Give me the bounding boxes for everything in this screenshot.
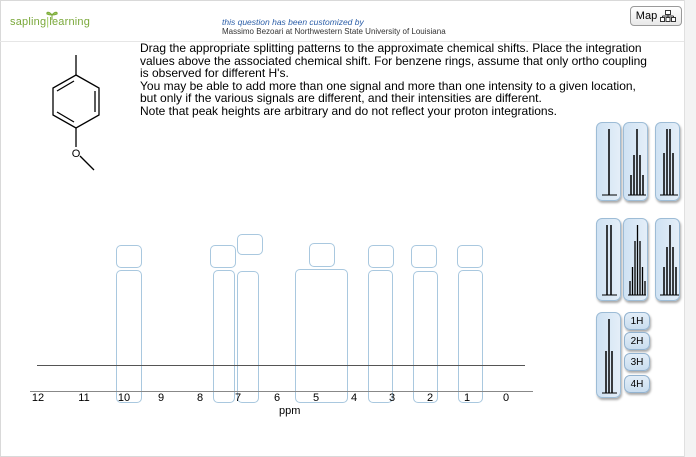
singlet-tile[interactable] xyxy=(596,122,621,201)
triplet-tile[interactable] xyxy=(655,218,680,301)
peak-drop-zone[interactable] xyxy=(237,271,259,403)
integration-drop-zone[interactable] xyxy=(309,243,335,267)
integration-1h-tile[interactable]: 1H xyxy=(624,312,650,330)
peak-drop-zone[interactable] xyxy=(213,270,235,403)
axis-tick-label: 10 xyxy=(117,392,131,404)
instruction-line: You may be able to add more than one signal and more than one intensity to a given location, xyxy=(140,78,636,93)
axis-tick-label: 2 xyxy=(426,392,434,404)
axis-tick-label: 9 xyxy=(157,392,165,404)
sextet-tile[interactable] xyxy=(596,312,621,398)
question-instructions xyxy=(140,42,680,117)
axis-tick-label: 0 xyxy=(502,392,510,404)
methylanisole-structure xyxy=(40,45,110,175)
septet-tile[interactable] xyxy=(655,122,680,201)
oxygen-label: O xyxy=(71,148,81,160)
peak-drop-zone[interactable] xyxy=(458,270,483,403)
customized-by-note: this question has been customized by xyxy=(222,17,364,27)
map-button[interactable] xyxy=(630,6,682,26)
spectrum-baseline xyxy=(37,365,525,366)
integration-drop-zone[interactable] xyxy=(116,245,142,268)
peak-drop-zone[interactable] xyxy=(413,271,438,403)
integration-4h-tile[interactable]: 4H xyxy=(624,375,650,393)
axis-tick-label: 5 xyxy=(312,392,320,404)
axis-tick-label: 3 xyxy=(388,392,396,404)
axis-tick-label: 6 xyxy=(273,392,281,404)
axis-tick-label: 1 xyxy=(463,392,471,404)
peak-drop-zone[interactable] xyxy=(295,269,348,403)
axis-tick-label: 7 xyxy=(234,392,242,404)
doublet-tile[interactable] xyxy=(596,218,621,301)
integration-drop-zone[interactable] xyxy=(237,234,263,255)
integration-drop-zone[interactable] xyxy=(210,245,236,268)
axis-unit-label: ppm xyxy=(279,405,301,417)
instruction-line: Drag the appropriate splitting patterns to the approximate chemical shifts. Place the integration xyxy=(140,41,642,55)
map-label: Map xyxy=(635,10,658,22)
vertical-scrollbar[interactable] xyxy=(684,0,696,457)
instruction-line: Note that peak heights are arbitrary and do not reflect your proton integrations. xyxy=(140,103,557,118)
quartet-tile[interactable] xyxy=(623,122,648,201)
axis-tick-label: 8 xyxy=(196,392,204,404)
peak-drop-zone[interactable] xyxy=(368,270,393,403)
integration-2h-tile[interactable]: 2H xyxy=(624,332,650,350)
quintet-tile[interactable] xyxy=(623,218,648,301)
instruction-line: values above the associated chemical shift. For benzene rings, assume that only ortho coupling xyxy=(140,53,647,68)
axis-tick-label: 11 xyxy=(78,392,90,404)
integration-drop-zone[interactable] xyxy=(457,245,483,268)
axis-tick-label: 4 xyxy=(350,392,358,404)
leaf-icon xyxy=(45,10,59,20)
peak-drop-zone[interactable] xyxy=(116,270,142,403)
integration-drop-zone[interactable] xyxy=(368,245,394,268)
instruction-line: is observed for different H's. xyxy=(140,66,289,80)
sitemap-icon xyxy=(660,10,676,22)
integration-drop-zone[interactable] xyxy=(411,245,437,268)
sapling-learning-logo: sapling|learning xyxy=(10,16,91,28)
instruction-line: but only if the various signals are different, and their intensities are different. xyxy=(140,91,542,105)
integration-3h-tile[interactable]: 3H xyxy=(624,353,650,371)
author-credit: Massimo Bezoari at Northwestern State University of Louisiana xyxy=(222,27,446,36)
axis-tick-label: 12 xyxy=(31,392,45,404)
